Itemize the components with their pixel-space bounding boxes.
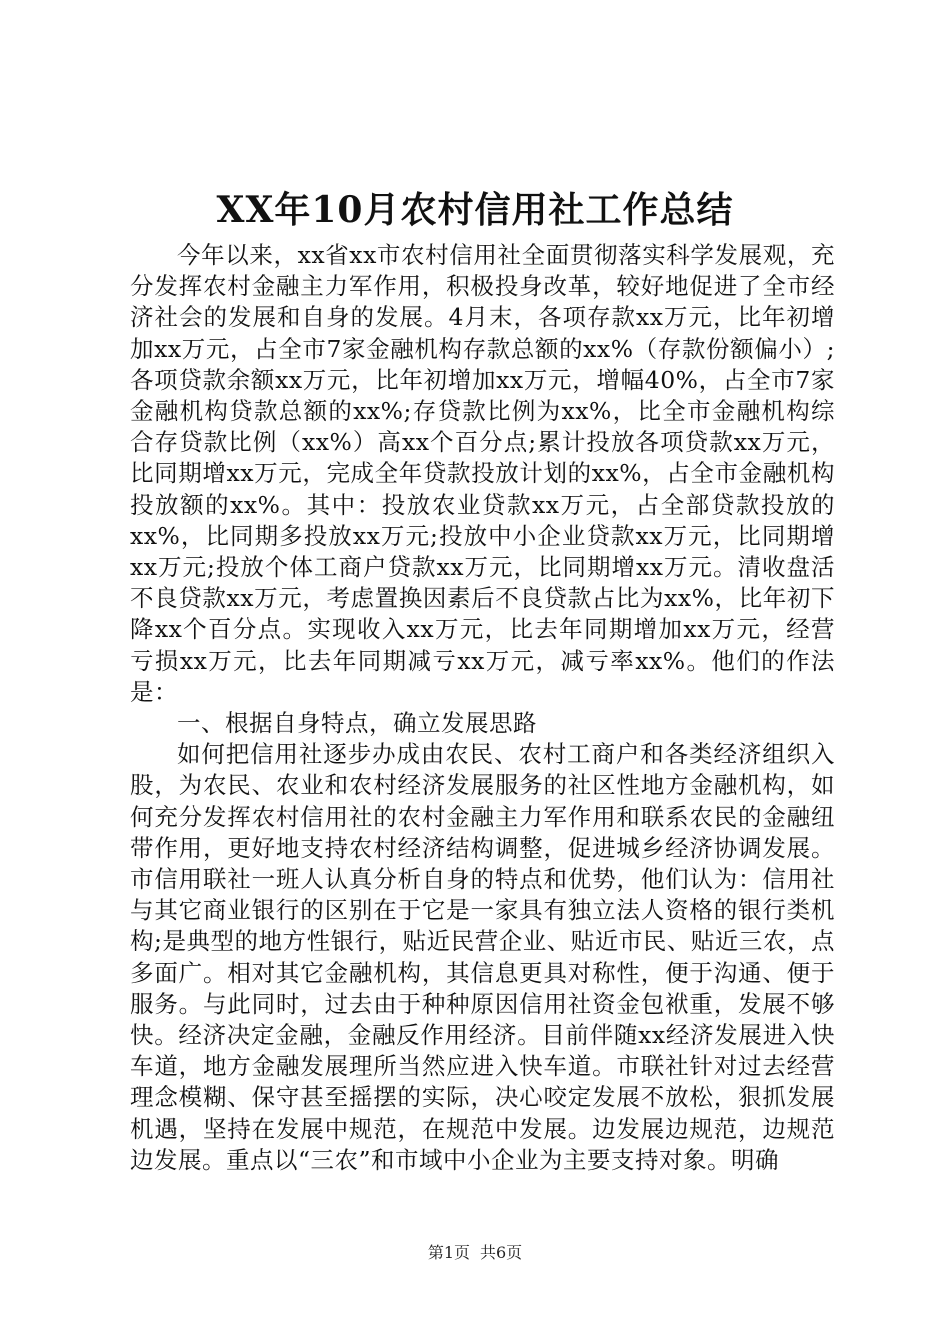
paragraph-intro: 今年以来，xx省xx市农村信用社全面贯彻落实科学发展观，充分发挥农村金融主力军作用，积极投身改革，较好地促进了全市经济社会的发展和自身的发展。4月末，各项存款xx万元，比年初增加xx万元，占全市7家金融机构存款总额的xx%（存款份额偏小）;各项贷款余额xx万元，比年初增加xx万元，增幅40%，占全市7家金融机构贷款总额的xx%;存贷款比例为xx%，比全市金融机构综合存贷款比例（xx%）高xx个百分点;累计投放各项贷款xx万元，比同期增xx万元，完成全年贷款投放计划的xx%，占全市金融机构投放额的xx%。其中：投放农业贷款xx万元，占全部贷款投放的xx%，比同期多投放xx万元;投放中小企业贷款xx万元，比同期增xx万元;投放个体工商户贷款xx万元，比同期增xx万元。清收盘活不良贷款xx万元，考虑置换因素后不良贷款占比为xx%，比年初下降xx个百分点。实现收入xx万元，比去年同期增加xx万元，经营亏损xx万元，比去年同期减亏xx万元，减亏率xx%。他们的作法是： xyxy=(130,241,835,706)
document-title: XX年10月农村信用社工作总结 xyxy=(216,189,734,231)
page-footer xyxy=(0,1242,950,1264)
document-body xyxy=(130,240,835,1176)
section-heading-1: 一、根据自身特点，确立发展思路 xyxy=(177,709,537,738)
page-total: 共6页 xyxy=(480,1243,523,1262)
page-number: 第1页 xyxy=(427,1243,470,1262)
paragraph-section-1: 如何把信用社逐步办成由农民、农村工商户和各类经济组织入股，为农民、农业和农村经济发展服务的社区性地方金融机构，如何充分发挥农村信用社的农村金融主力军作用和联系农民的金融纽带作用，更好地支持农村经济结构调整，促进城乡经济协调发展。市信用联社一班人认真分析自身的特点和优势，他们认为：信用社与其它商业银行的区别在于它是一家具有独立法人资格的银行类机构;是典型的地方性银行，贴近民营企业、贴近市民、贴近三农，点多面广。相对其它金融机构，其信息更具对称性，便于沟通、便于服务。与此同时，过去由于种种原因信用社资金包袱重，发展不够快。经济决定金融，金融反作用经济。目前伴随xx经济发展进入快车道，地方金融发展理所当然应进入快车道。市联社针对过去经营理念模糊、保守甚至摇摆的实际，决心咬定发展不放松，狠抓发展机遇，坚持在发展中规范，在规范中发展。边发展边规范，边规范边发展。重点以“三农”和市域中小企业为主要支持对象。明确 xyxy=(130,740,835,1174)
